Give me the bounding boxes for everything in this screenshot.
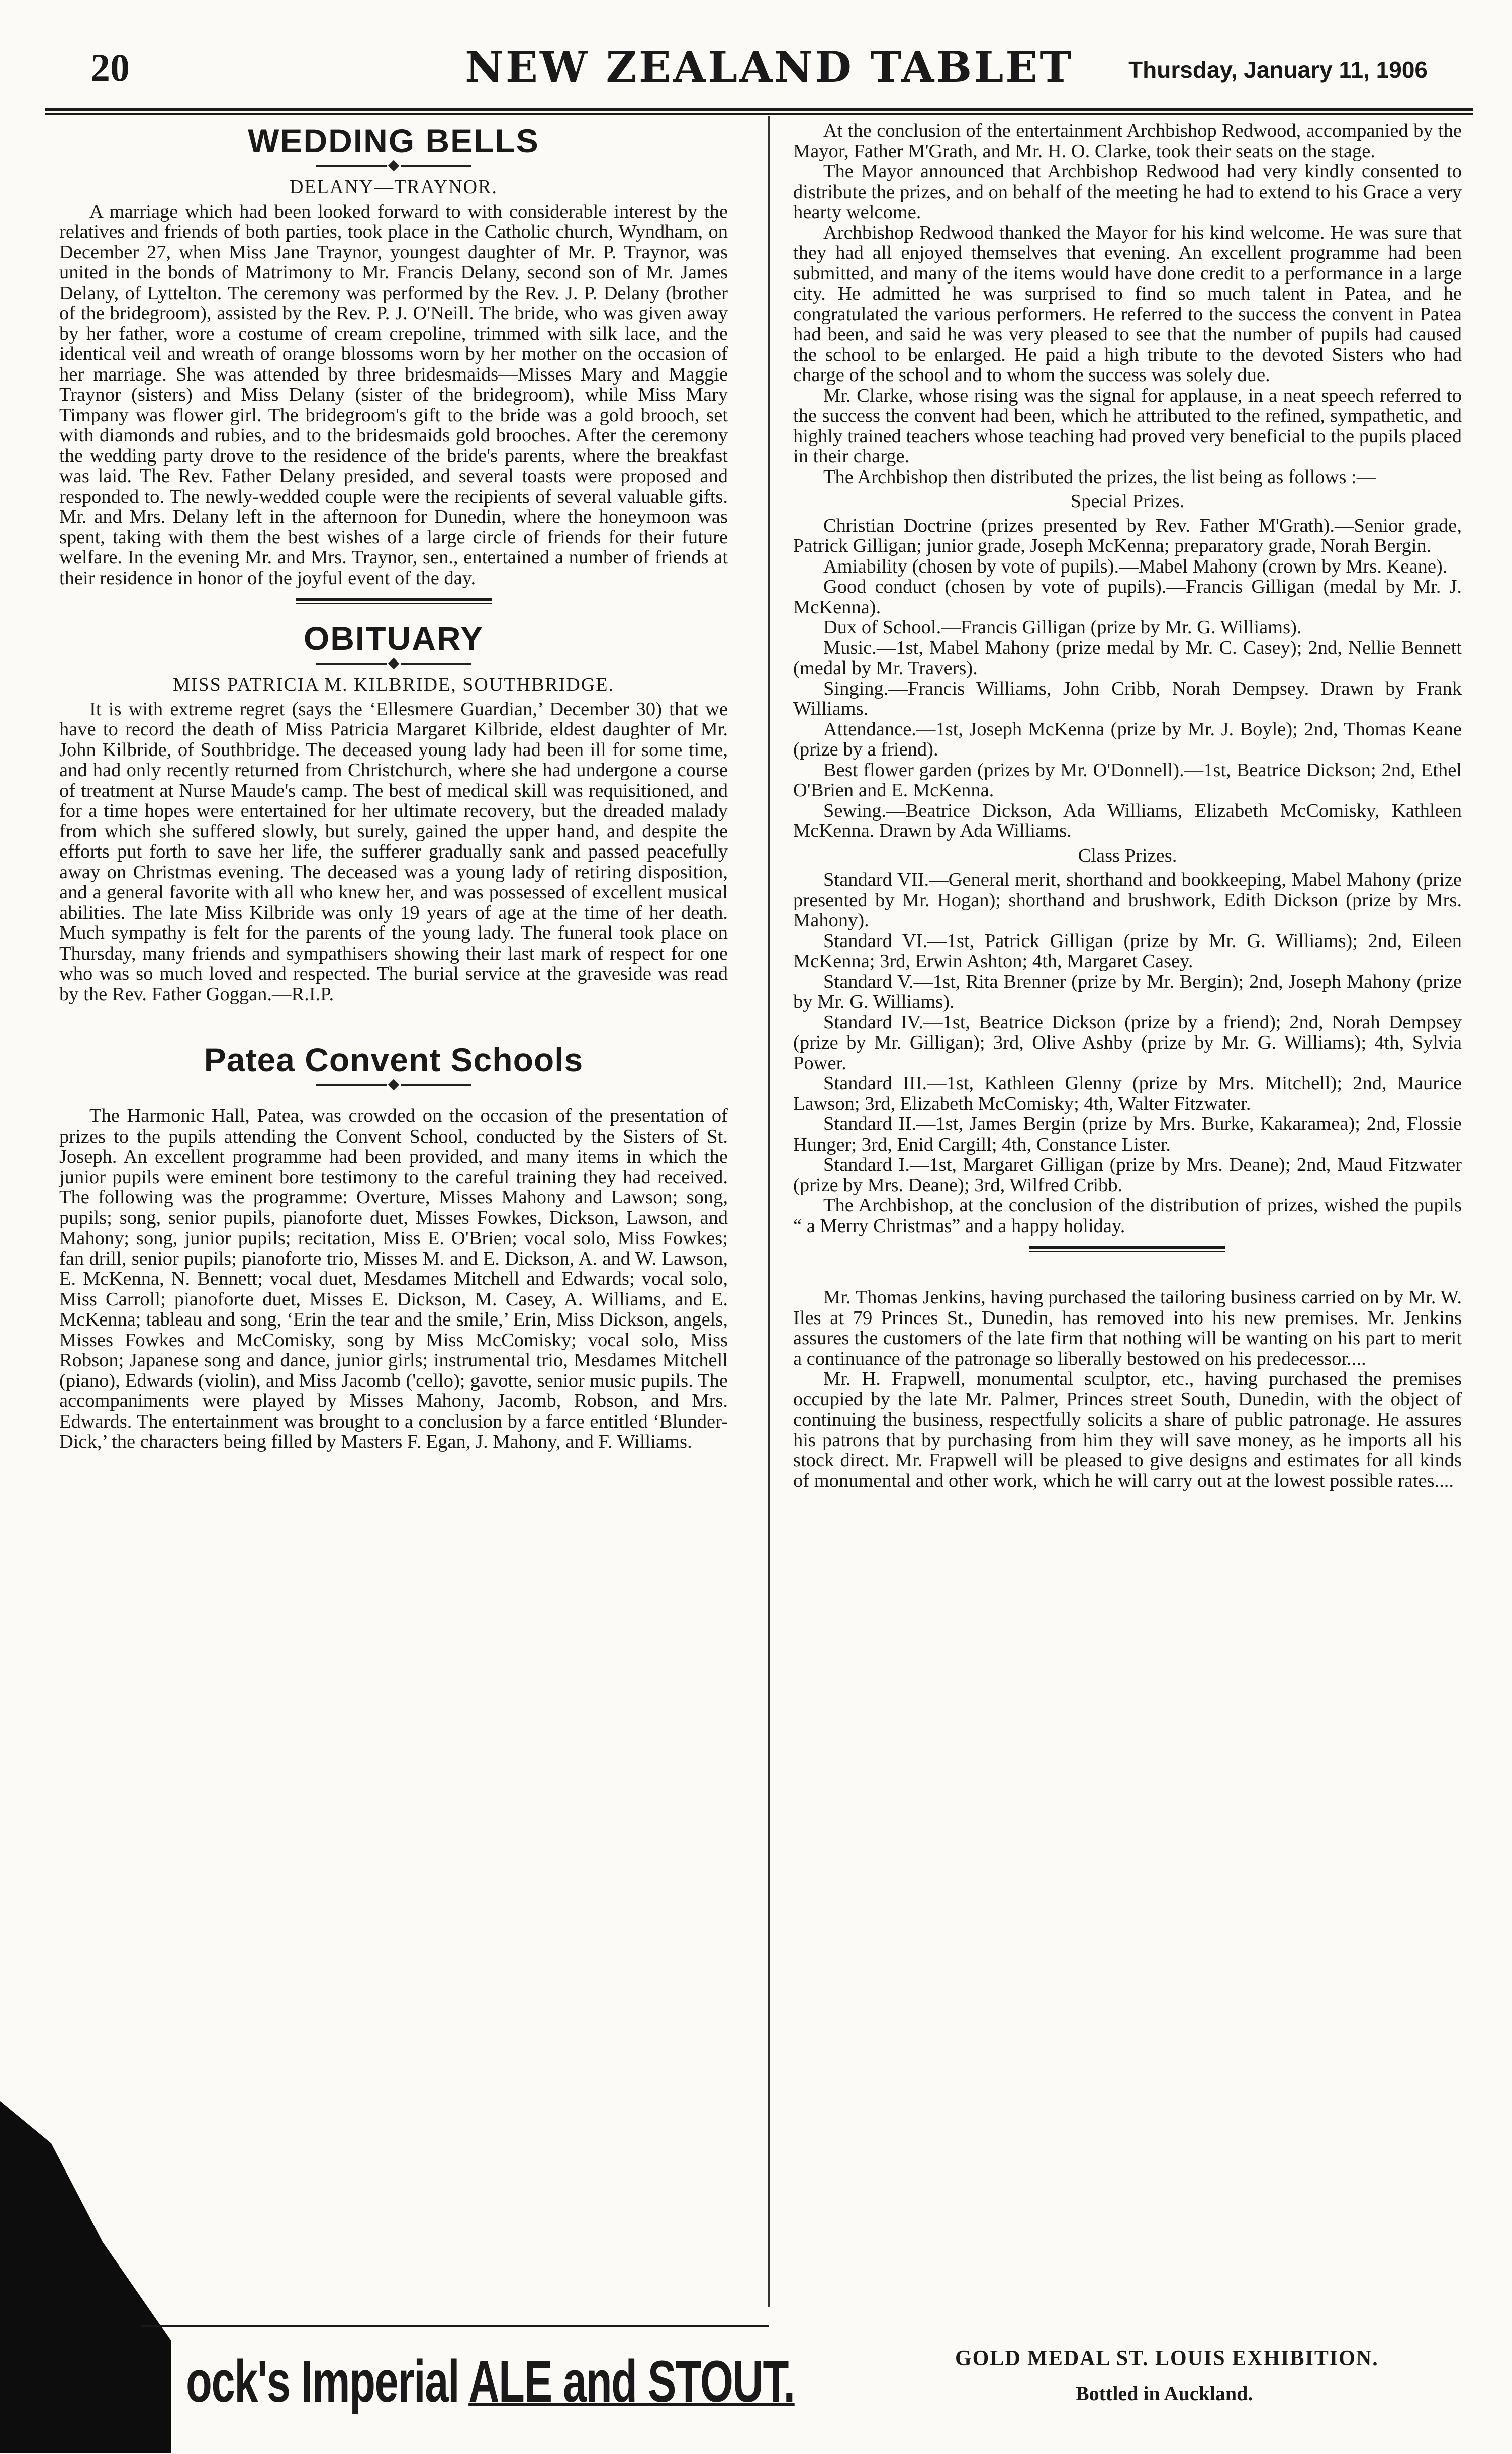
closing-paragraph: The Archbishop, at the conclusion of the distribution of prizes, wished the pupils “ a Merry Christmas” and a happy holiday. [793,1195,1462,1237]
bottled-text: Bottled in Auckland. [1076,2382,1253,2405]
issue-date: Thursday, January 11, 1906 [1128,57,1428,83]
wedding-subheading: DELANY—TRAYNOR. [290,176,498,198]
article-paragraph: The Mayor announced that Archbishop Redwood had very kindly consented to distribute the prizes, and on behalf of the meeting he had to extend to his Grace a very hearty welcome. [793,161,1462,223]
prize-entry: Best flower garden (prizes by Mr. O'Donnell).—1st, Beatrice Dickson; 2nd, Ethel O'Brien and E. McKenna. [793,759,1462,801]
obituary-subheading: MISS PATRICIA M. KILBRIDE, SOUTHBRIDGE. [173,674,614,695]
prize-entry: Good conduct (chosen by vote of pupils).—Francis Gilligan (medal by Mr. J. McKenna). [793,576,1462,618]
footer-advertisement [50,2322,1488,2423]
left-column [59,121,728,1452]
special-prizes-heading: Special Prizes. [1070,491,1185,512]
prize-entry: Standard VI.—1st, Patrick Gilligan (prize by Mr. G. Williams); 2nd, Eileen McKenna; 3rd, Erwin Ashton; 4th, Margaret Casey. [793,930,1462,972]
prize-entry: Dux of School.—Francis Gilligan (prize by Mr. G. Williams). [823,617,1302,638]
newspaper-title: NEW ZEALAND TABLET [465,42,1073,92]
prize-entry: Standard V.—1st, Rita Brenner (prize by Mr. Bergin); 2nd, Joseph Mahony (prize by Mr. G. Williams). [793,971,1462,1012]
article-paragraph: At the conclusion of the entertainment Archbishop Redwood, accompanied by the Mayor, Father M'Grath, and Mr. H. O. Clarke, took their seats on the stage. [793,120,1462,162]
class-prizes-heading: Class Prizes. [1078,844,1177,866]
section-separator [1029,1246,1225,1252]
prize-entry: Amiability (chosen by vote of pupils).—Mabel Mahony (crown by Mrs. Keane). [823,555,1448,577]
prize-entry: Standard III.—1st, Kathleen Glenny (prize by Mrs. Mitchell); 2nd, Maurice Lawson; 3rd, Elizabeth McComisky; 4th, Walter Fitzwater. [793,1073,1462,1114]
article-paragraph: Mr. Clarke, whose rising was the signal for applause, in a neat speech referred to the success the convent had been, which he attributed to the refined, sympathetic, and highly trained teachers whose teaching had proved very beneficial to the pupils placed in their charge. [793,385,1462,467]
ad-product-text: ALE and STOUT. [468,2348,795,2415]
prize-entry: Attendance.—1st, Joseph McKenna (prize by Mr. J. Boyle); 2nd, Thomas Keane (prize by a friend). [793,718,1462,760]
column-divider [768,116,770,2307]
ornament-rule [59,1081,728,1089]
prize-entry: Standard I.—1st, Margaret Gilligan (prize by Mrs. Deane); 2nd, Maud Fitzwater (prize by Mrs. Deane); 3rd, Wilfred Cribb. [793,1154,1462,1196]
patea-heading: Patea Convent Schools [204,1041,584,1078]
section-separator [296,598,492,604]
ornament-rule [59,659,728,668]
prize-entry: Sewing.—Beatrice Dickson, Ada Williams, Elizabeth McComisky, Kathleen McKenna. Drawn by Ada Williams. [793,800,1462,841]
prize-entry: Standard VII.—General merit, shorthand and bookkeeping, Mabel Mahony (prize presented by Mr. Hogan); shorthand and brushwork, Edith Dickson (prize by Mrs. Mahony). [793,869,1462,931]
article-paragraph: The Archbishop then distributed the prizes, the list being as follows :— [823,466,1376,488]
business-notice: Mr. Thomas Jenkins, having purchased the tailoring business carried on by Mr. W. Iles at 79 Princes St., Dunedin, has removed into his new premises. Mr. Jenkins assures the customers of the late firm that nothing will be wanting on his part to merit a continuance of the patronage so liberally bestowed on his predecessor.... [793,1287,1462,1369]
ornament-rule [59,162,728,170]
prize-entry: Music.—1st, Mabel Mahony (prize medal by Mr. C. Casey); 2nd, Nellie Bennett (medal by Mr. Travers). [793,637,1462,679]
right-column [793,121,1462,1491]
page-number: 20 [90,46,130,89]
header-rule [45,108,1473,115]
ad-brand-text: ock's Imperial [186,2348,469,2415]
prize-entry: Standard II.—1st, James Bergin (prize by Mrs. Burke, Kakaramea); 2nd, Flossie Hunger; 3rd, Enid Cargill; 4th, Constance Lister. [793,1113,1462,1155]
obituary-body: It is with extreme regret (says the ‘Ellesmere Guardian,’ December 30) that we have to record the death of Miss Patricia Margaret Kilbride, eldest daughter of Mr. John Kilbride, of Southbridge. The deceased young lady had been ill for some time, and had only recently returned from Christchurch, where she had undergone a course of treatment at Nurse Maude's camp. The best of medical skill was requisitioned, and for a time hopes were entertained for her ultimate recovery, but the dreaded malady from which she suffered slowly, but surely, gained the upper hand, and despite the efforts put forth to save her life, the sufferer gradually sank and passed peacefully away on Christmas evening. The deceased was a young lady of retiring disposition, and a general favorite with all who knew her, and was possessed of excellent musical abilities. The late Miss Kilbride was only 19 years of age at the time of her death. Much sympathy is felt for the parents of the young lady. The funeral took place on Thursday, many friends and sympathisers showing their last mark of respect for one who was so much loved and respected. The burial service at the graveside was read by the Rev. Father Goggan.—R.I.P. [59,698,728,1005]
ale-advertisement [186,2347,795,2416]
wedding-body: A marriage which had been looked forward to with considerable interest by the relatives and friends of both parties, took place in the Catholic church, Wyndham, on December 27, when Miss Jane Traynor, youngest daughter of Mr. P. Traynor, was united in the bonds of Matrimony to Mr. Francis Delany, second son of Mr. James Delany, of Lyttelton. The ceremony was performed by the Rev. J. P. Delany (brother of the bridegroom), assisted by the Rev. P. J. O'Neill. The bride, who was given away by her father, wore a costume of cream crepoline, trimmed with silk lace, and the identical veil and wreath of orange blossoms worn by her mother on the occasion of her marriage. She was attended by three bridesmaids—Misses Mary and Maggie Traynor (sisters) and Miss Delany (sister of the bridegroom), while Miss Mary Timpany was flower girl. The bridegroom's gift to the bride was a gold brooch, set with diamonds and rubies, and to the bridesmaids gold brooches. After the ceremony the wedding party drove to the residence of the bride's parents, where the breakfast was laid. The Rev. Father Delany presided, and several toasts were proposed and responded to. The newly-wedded couple were the recipients of several valuable gifts. Mr. and Mrs. Delany left in the afternoon for Dunedin, where the honeymoon was spent, taking with them the best wishes of a large circle of friends for their future welfare. In the evening Mr. and Mrs. Traynor, sen., entertained a number of friends at their residence in honor of the joyful event of the day. [59,201,728,589]
obituary-heading: OBITUARY [303,620,484,657]
page-header [50,35,1488,101]
prize-entry: Singing.—Francis Williams, John Cribb, Norah Dempsey. Drawn by Frank Williams. [793,678,1462,719]
prize-entry: Standard IV.—1st, Beatrice Dickson (prize by a friend); 2nd, Norah Dempsey (prize by Mr. Gilligan); 3rd, Olive Ashby (prize by Mr. G. Williams); 4th, Sylvia Power. [793,1011,1462,1074]
wedding-heading: WEDDING BELLS [248,122,539,159]
prize-entry: Christian Doctrine (prizes presented by Rev. Father M'Grath).—Senior grade, Patrick Gilligan; junior grade, Joseph McKenna; preparatory grade, Norah Bergin. [793,515,1462,556]
business-notice: Mr. H. Frapwell, monumental sculptor, etc., having purchased the premises occupied by the late Mr. Palmer, Princes street South, Dunedin, with the object of continuing the business, respectfully solicits a share of public patronage. He assures his patrons that by purchasing from him they will save money, as he imports all his stock direct. Mr. Frapwell will be pleased to give designs and estimates for all kinds of monumental and other work, which he will carry out at the lowest possible rates.... [793,1368,1462,1491]
article-paragraph: Archbishop Redwood thanked the Mayor for his kind welcome. He was sure that they had all enjoyed themselves that evening. An excellent programme had been submitted, and many of the items would have done credit to a performance in a large city. He admitted he was surprised to find so much talent in Patea, and he congratulated the various performers. He referred to the success the convent in Patea had been, and said he was very pleased to see that the number of pupils had caused the school to be enlarged. He paid a high tribute to the devoted Sisters who had charge of the school and to whom the success was solely due. [793,222,1462,386]
gold-medal-text: GOLD MEDAL ST. LOUIS EXHIBITION. [955,2347,1379,2370]
patea-body: The Harmonic Hall, Patea, was crowded on the occasion of the presentation of prizes to the pupils attending the Convent School, conducted by the Sisters of St. Joseph. An excellent programme had been provided, and many items in which the junior pupils were eminent bore testimony to the careful training they had received. The following was the programme: Overture, Misses Mahony and Lawson; song, pupils; song, senior pupils, pianoforte duet, Misses Fowkes, Dickson, Lawson, and Mahony; song, junior pupils; recitation, Miss E. O'Brien; vocal solo, Miss Fowkes; fan drill, senior pupils; pianoforte trio, Misses M. and E. Dickson, A. and W. Lawson, E. McKenna, N. Bennett; vocal duet, Mesdames Mitchell and Edwards; vocal solo, Miss Carroll; pianoforte duet, Misses E. Dickson, M. Casey, A. Williams, and E. McKenna; tableau and song, ‘Erin the tear and the smile,’ Erin, Miss Dickson, angels, Misses Fowkes and McComisky, song by Miss McComisky; vocal solo, Miss Robson; Japanese song and dance, junior girls; instrumental trio, Mesdames Mitchell (piano), Edwards (violin), and Miss Jacomb ('cello); gavotte, senior music pupils. The accompaniments were played by Misses Mahony, Jacomb, Robson, and Mrs. Edwards. The entertainment was brought to a conclusion by a farce entitled ‘Blunder-Dick,’ the characters being filled by Masters F. Egan, J. Mahony, and F. Williams. [59,1105,728,1452]
